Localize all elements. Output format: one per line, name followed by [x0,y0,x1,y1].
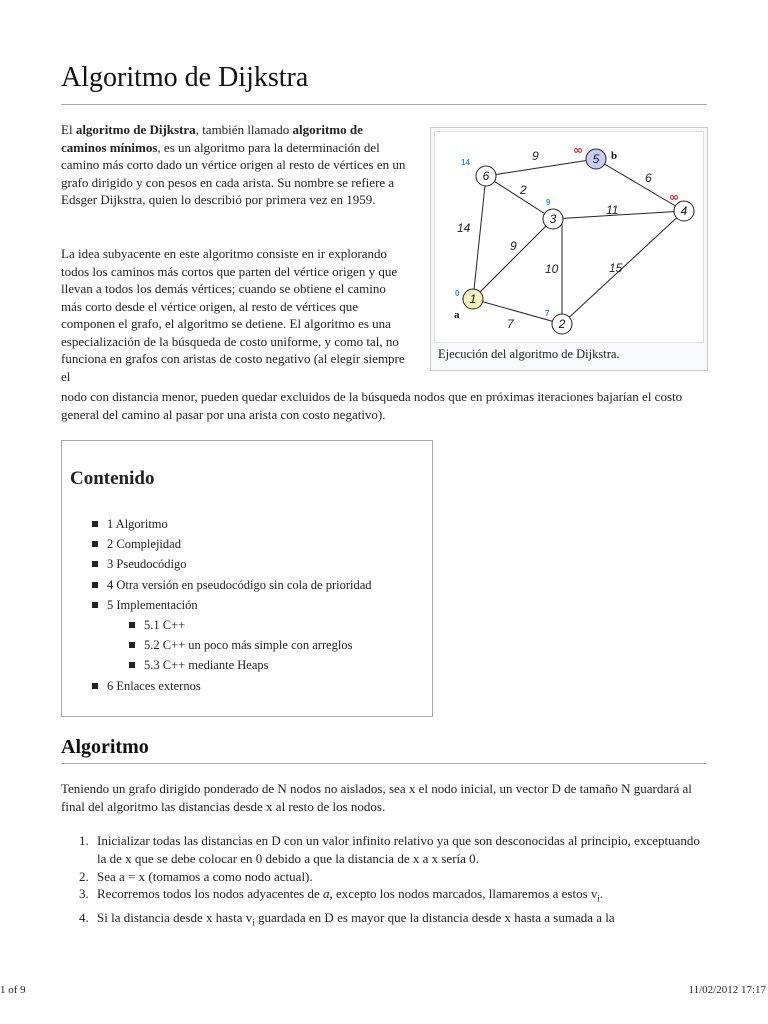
title-divider [61,104,707,105]
toc-item-implementacion[interactable]: 5 Implementación [92,595,372,615]
node-1-label: 1 [469,292,477,306]
node-3-label: 3 [549,212,557,226]
weight-6-5: 9 [532,149,539,163]
dist-5: ∞ [573,143,583,157]
dist-3: 9 [546,198,551,207]
toc-title: Contenido [70,468,155,489]
toc-list [92,514,372,696]
dijkstra-graph [435,132,703,342]
page-title: Algoritmo de Dijkstra [61,62,309,93]
weight-3-1: 9 [510,239,517,253]
intro-paragraph: El algoritmo de Dijkstra, también llamado algoritmo de caminos mínimos, es un algoritmo para la determinación del camino más corto dado un vértice origen al resto de vértices en un grafo dirigido y con pesos en cada arista. Su nombre se refiere a Edsger Dijkstra, quien lo describió por primera vez en 1959. [61,122,406,207]
edge-3-4 [553,211,684,219]
toc-item-cpp-heaps[interactable]: 5.3 C++ mediante Heaps [129,655,372,675]
graph-figure [430,127,708,371]
weight-4-2: 15 [609,261,623,275]
weight-1-2: 7 [507,317,514,331]
node-5-label: 5 [592,152,600,166]
toc-item-cpp[interactable]: 5.1 C++ [129,615,372,635]
edge-3-1 [473,219,553,299]
algorithm-steps [61,832,711,932]
print-date: 11/02/2012 17:17 [688,984,766,996]
edge-6-5 [486,159,596,176]
dist-4: ∞ [669,190,679,204]
step-1: 1. Inicializar todas las distancias en D con un valor infinito relativo ya que son desconocidas al principio, exceptuando la de x que se debe colocar en 0 debido a que la distancia de x a x sería 0. [79,833,700,866]
weight-6-1: 14 [457,221,471,235]
node-4-label: 4 [680,204,688,218]
section-divider [61,763,707,764]
node-6-label: 6 [482,169,490,183]
node-letter-a: a [454,309,460,321]
toc-item-cpp-arreglos[interactable]: 5.2 C++ un poco más simple con arreglos [129,635,372,655]
term-caminos-minimos: algoritmo de caminos mínimos [61,122,363,155]
toc-item-enlaces-externos[interactable]: 6 Enlaces externos [92,676,372,696]
weight-6-3: 2 [520,183,527,197]
dist-6: 14 [461,158,470,167]
dist-2: 7 [545,309,550,318]
node-letter-b: b [611,150,618,162]
dist-1: 0 [455,289,460,298]
step-3: 3. Recorremos todos los nodos adyacentes de a, excepto los nodos marcados, llamaremos a estos $v_i$. [79,886,604,904]
weight-5-4: 6 [645,171,652,185]
toc-item-complejidad[interactable]: 2 Complejidad [92,534,372,554]
weight-3-4: 11 [606,203,619,217]
toc-item-algoritmo[interactable]: 1 Algoritmo [92,514,372,534]
edge-4-2 [562,211,684,324]
edge-6-1 [473,176,486,299]
idea-paragraph: La idea subyacente en este algoritmo consiste en ir explorando todos los caminos más cortos que parten del vértice origen y que llevan a todos los demás vértices; cuando se obtiene el camino más corto desde el vértice origen, al resto de vértices que componen el grafo, el algoritmo se detiene. El algoritmo es una especialización de la búsqueda de costo uniforme, y como tal, no funciona en grafos con aristas de costo negativo (al elegir siempre el [61,246,405,384]
graph-image [434,131,704,343]
page-number: 1 of 9 [0,984,26,996]
weight-3-2: 10 [545,262,559,276]
idea-paragraph-continued: nodo con distancia menor, pueden quedar excluidos de la búsqueda nodos que en próximas iteraciones bajarían el costo general del camino al pasar por una arista con costo negativo). [61,389,683,422]
figure-caption: Ejecución del algoritmo de Dijkstra. [438,347,620,361]
step-2: 2. Sea a = x (tomamos a como nodo actual). [79,868,313,884]
section-heading-algoritmo: Algoritmo [61,736,149,758]
toc-item-pseudocodigo[interactable]: 3 Pseudocódigo [92,554,372,574]
node-2-label: 2 [558,317,566,331]
toc-item-otra-version[interactable]: 4 Otra versión en pseudocódigo sin cola de prioridad [92,575,372,595]
table-of-contents [61,440,433,717]
term-dijkstra: algoritmo de Dijkstra [75,122,196,137]
algorithm-paragraph: Teniendo un grafo dirigido ponderado de N nodos no aislados, sea x el nodo inicial, un vector D de tamaño N guardará al final del algoritmo las distancias desde x al resto de los nodos. [61,781,692,814]
step-4: 4. Si la distancia desde x hasta $v_i$ guardada en D es mayor que la distancia desde x hasta a sumada a la [79,909,615,928]
